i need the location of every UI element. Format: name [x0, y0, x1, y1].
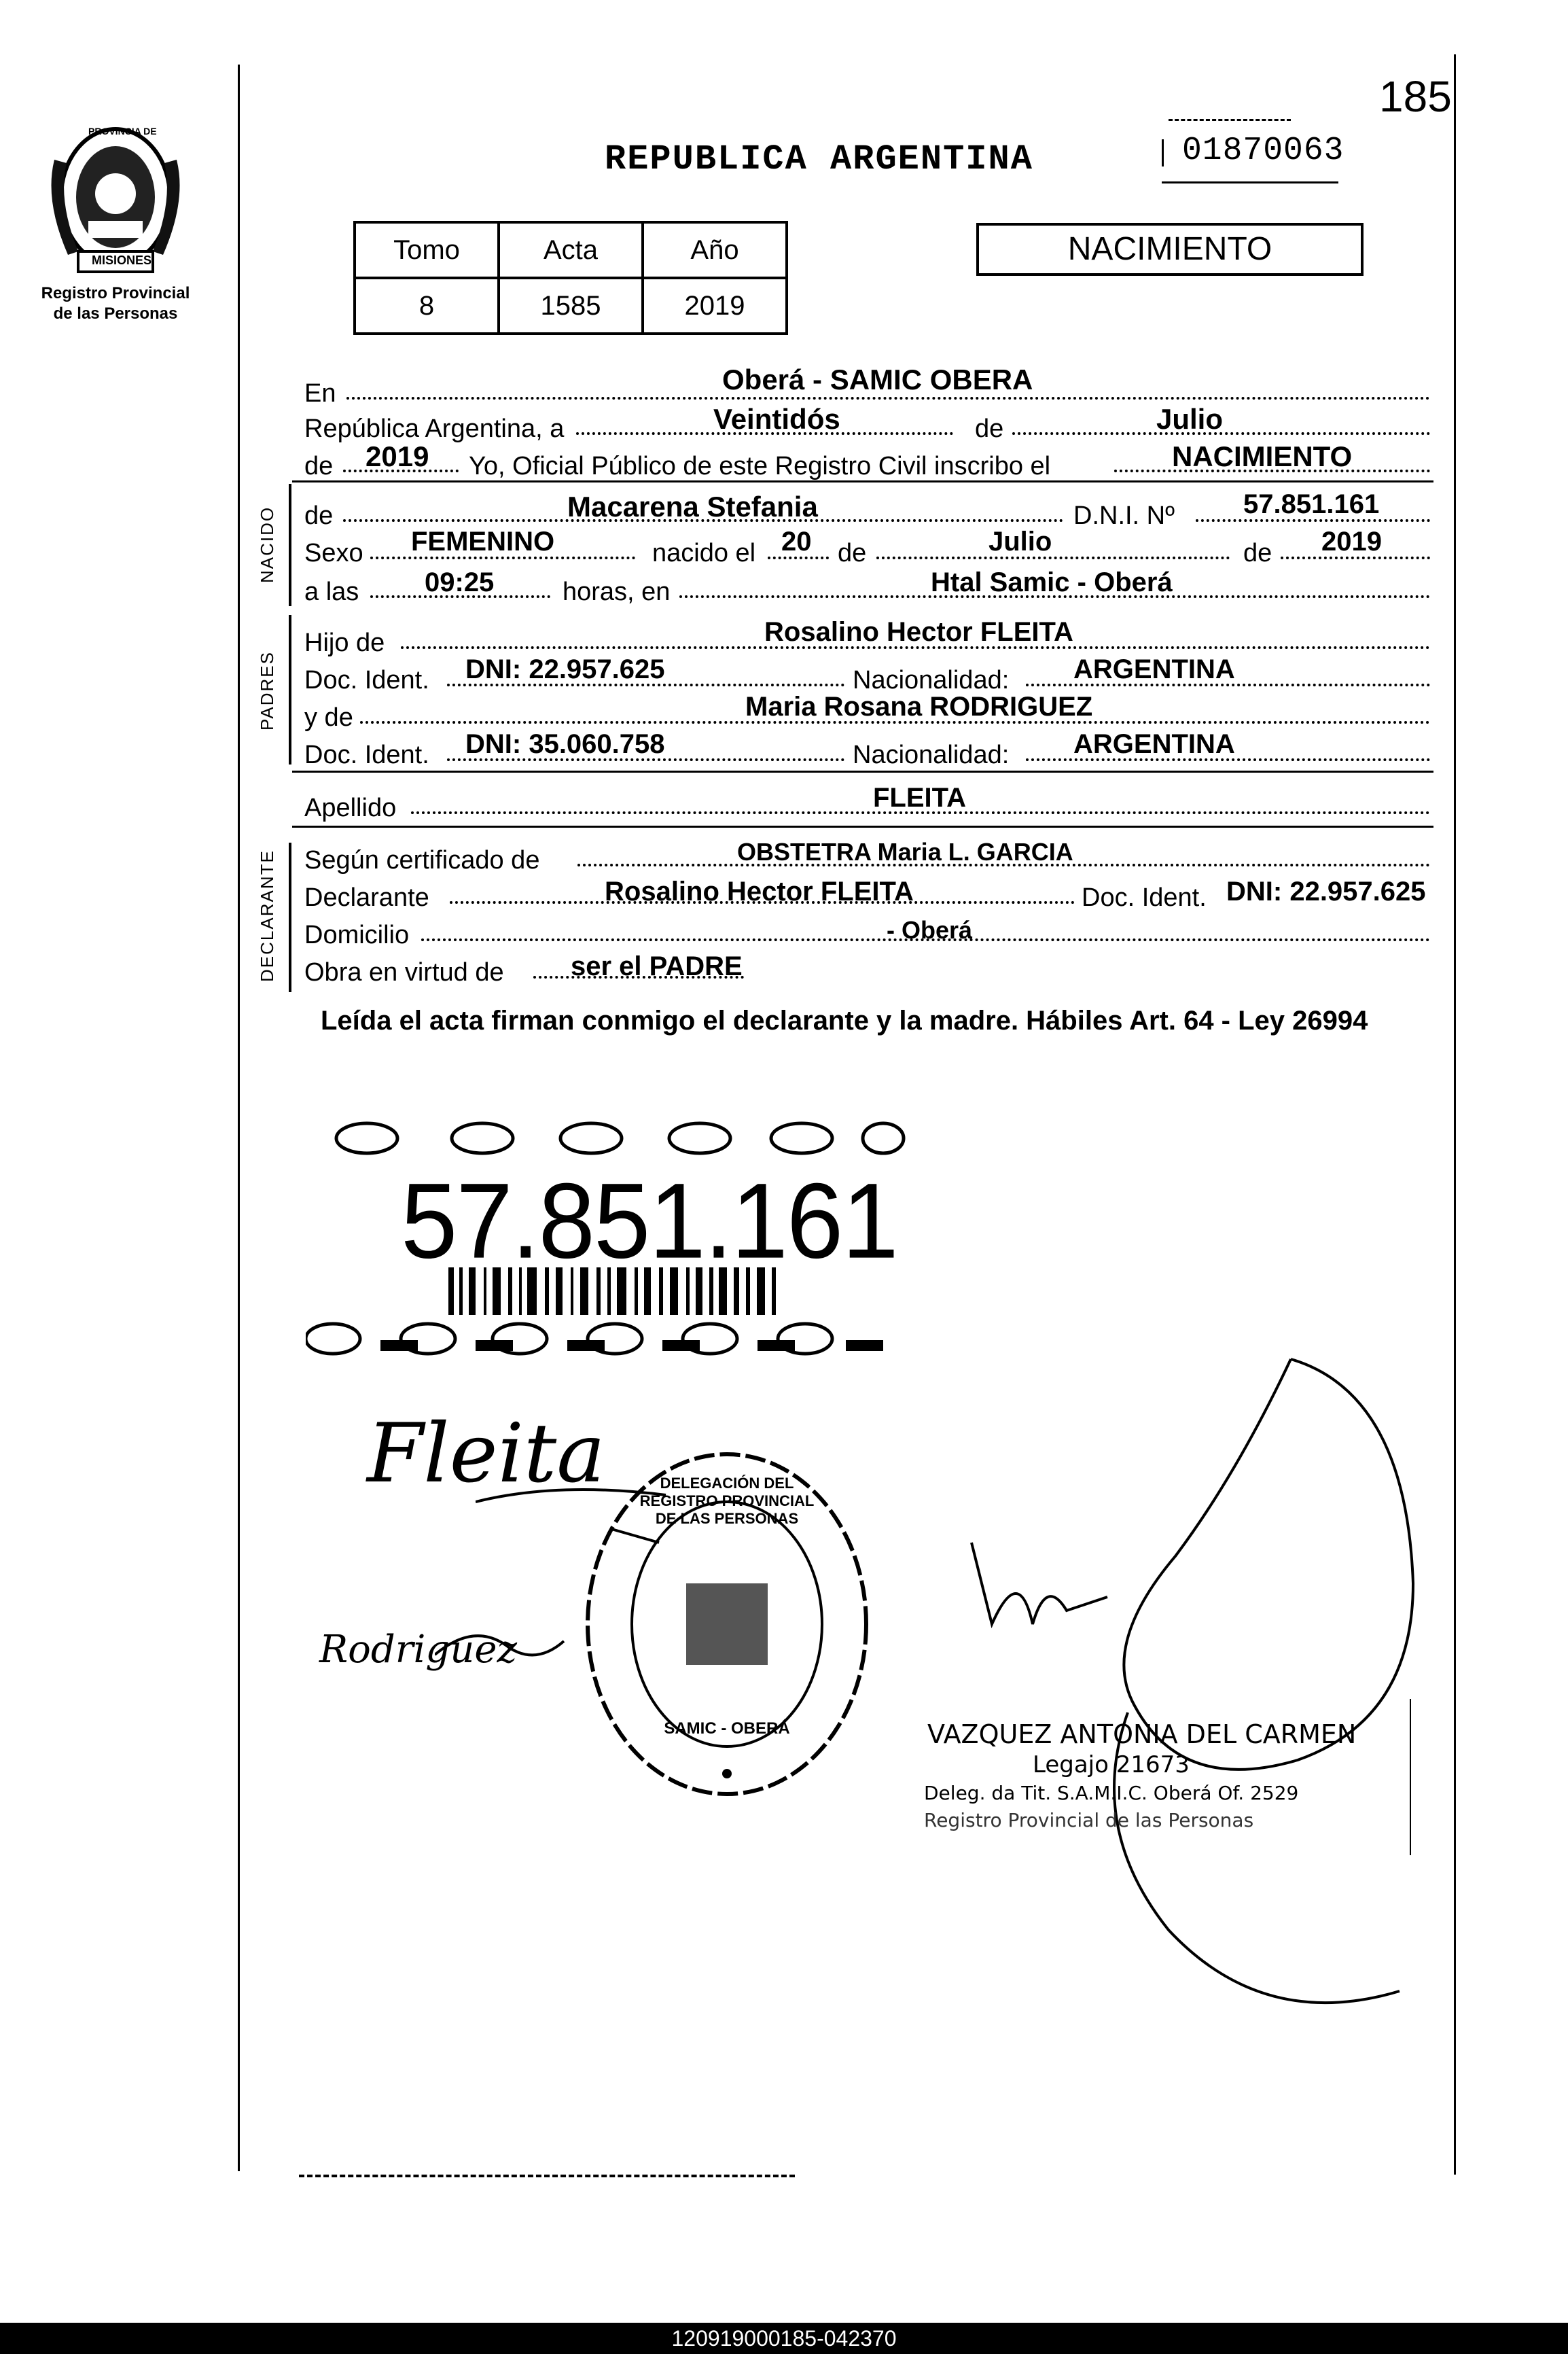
- footer-code: 120919000185-042370: [671, 2326, 897, 2351]
- province-seal-logo: [41, 119, 190, 282]
- official-signature: [910, 1352, 1427, 2032]
- label-de-dia: de: [838, 539, 867, 567]
- label-de-anio: de: [304, 452, 334, 480]
- value-padre: Rosalino Hector FLEITA: [764, 617, 1073, 647]
- label-doc-ident1: Doc. Ident.: [304, 666, 429, 695]
- label-en: En: [304, 379, 336, 408]
- table-value-anio: 2019: [643, 278, 787, 334]
- table-value-tomo: 8: [355, 278, 499, 334]
- dni-sticker: [306, 1108, 910, 1366]
- table-header-acta: Acta: [499, 222, 643, 278]
- label-y-de: y de: [304, 703, 353, 732]
- sidebar: [289, 843, 291, 992]
- label-domicilio: Domicilio: [304, 921, 410, 949]
- tomo-acta-anio-table: [353, 221, 788, 335]
- label-doc-ident2: Doc. Ident.: [304, 741, 429, 769]
- side-label-declarante: DECLARANTE: [257, 849, 277, 982]
- value-hora: 09:25: [425, 567, 495, 597]
- legal-note: [321, 1004, 1421, 1037]
- value-madre-doc: DNI: 35.060.758: [465, 729, 665, 759]
- signature-rodriguez: Rodriguez: [319, 1628, 517, 1672]
- stamp-inner-text: SAMIC - OBERÁ: [664, 1719, 790, 1738]
- dotline: [876, 557, 1230, 559]
- value-madre: Maria Rosana RODRIGUEZ: [745, 692, 1093, 722]
- hrule: [292, 480, 1433, 482]
- value-lugar-nac: Htal Samic - Oberá: [931, 567, 1173, 597]
- hrule: [292, 826, 1433, 828]
- logo-text-top: PROVINCIA DE: [88, 126, 157, 137]
- label-declarante: Declarante: [304, 883, 429, 912]
- value-obra: ser el PADRE: [571, 951, 743, 981]
- side-label-nacido: NACIDO: [257, 506, 277, 583]
- signature-fleita: Fleita: [367, 1407, 605, 1501]
- record-type-box: [976, 223, 1364, 276]
- label-yo-oficial: Yo, Oficial Público de este Registro Civil inscribo el: [469, 452, 1051, 480]
- stamp-ring-text: DELEGACIÓN DEL REGISTRO PROVINCIAL DE LAS PERSONAS: [639, 1475, 815, 1527]
- value-madre-nac: ARGENTINA: [1073, 729, 1235, 759]
- sidebar: [289, 615, 291, 765]
- record-type-label: NACIMIENTO: [1067, 231, 1272, 267]
- page-title: REPUBLICA ARGENTINA: [605, 139, 1033, 179]
- value-padre-doc: DNI: 22.957.625: [465, 654, 665, 684]
- right-margin-rule: [1454, 54, 1456, 2175]
- bottom-dashed-line: [299, 2175, 795, 2177]
- dni-sticker-number: 57.851.161: [401, 1160, 897, 1281]
- value-domicilio: - Oberá: [887, 916, 973, 944]
- value-padre-nac: ARGENTINA: [1073, 654, 1235, 684]
- side-label-padres: PADRES: [257, 651, 277, 731]
- label-nacionalidad1: Nacionalidad:: [853, 666, 1010, 695]
- value-dia-nac: 20: [781, 527, 812, 557]
- official-line4: Registro Provincial de las Personas: [924, 1809, 1254, 1831]
- official-name: VAZQUEZ ANTONIA DEL CARMEN: [927, 1719, 1357, 1749]
- left-margin-rule: [238, 65, 240, 2171]
- label-doc-ident3: Doc. Ident.: [1082, 883, 1207, 912]
- logo-text-bottom: MISIONES: [92, 253, 152, 267]
- table-header-tomo: Tomo: [355, 222, 499, 278]
- value-dni: 57.851.161: [1243, 489, 1380, 519]
- logo-caption-2: de las Personas: [53, 304, 178, 323]
- label-segun-cert: Según certificado de: [304, 846, 540, 875]
- label-de-mes: de: [975, 415, 1004, 443]
- value-lugar: Oberá - SAMIC OBERA: [722, 364, 1033, 396]
- value-acto: NACIMIENTO: [1172, 440, 1353, 472]
- page-number: 185: [1379, 72, 1452, 121]
- dotline: [346, 397, 1430, 400]
- value-declarante: Rosalino Hector FLEITA: [605, 877, 914, 907]
- label-nacionalidad2: Nacionalidad:: [853, 741, 1010, 769]
- vrule: [1410, 1699, 1411, 1855]
- value-anio: 2019: [366, 440, 429, 472]
- label-de-anio2: de: [1243, 539, 1272, 567]
- table-value-acta: 1585: [499, 278, 643, 334]
- label-a-las: a las: [304, 578, 359, 606]
- logo-caption-1: Registro Provincial: [41, 284, 190, 302]
- value-certificado: OBSTETRA Maria L. GARCIA: [737, 838, 1073, 866]
- label-nacido-el: nacido el: [652, 539, 756, 567]
- label-dni: D.N.I. Nº: [1073, 502, 1175, 530]
- value-declarante-doc: DNI: 22.957.625: [1226, 877, 1426, 907]
- label-sexo: Sexo: [304, 539, 363, 567]
- value-mes-nac: Julio: [988, 527, 1052, 557]
- label-republica: República Argentina, a: [304, 415, 565, 443]
- table-header-anio: Año: [643, 222, 787, 278]
- serial-number-text: 01870063: [1182, 133, 1344, 169]
- label-apellido: Apellido: [304, 794, 397, 822]
- value-dia-letras: Veintidós: [713, 403, 840, 435]
- official-stamp: [577, 1447, 876, 1801]
- official-line3: Deleg. da Tit. S.A.M.I.C. Oberá Of. 2529: [924, 1782, 1299, 1804]
- label-de-nombre: de: [304, 502, 334, 530]
- value-nombre: Macarena Stefania: [567, 491, 818, 523]
- label-obra-virtud: Obra en virtud de: [304, 958, 504, 987]
- serial-number: [1155, 119, 1344, 187]
- value-sexo: FEMENINO: [411, 527, 555, 557]
- value-mes: Julio: [1156, 403, 1224, 435]
- label-hijo-de: Hijo de: [304, 629, 385, 657]
- value-apellido: FLEITA: [873, 783, 967, 813]
- legal-note-text: Leída el acta firman conmigo el declarante y la madre. Hábiles Art. 64 - Ley 26994: [321, 1006, 1368, 1036]
- hrule: [292, 771, 1433, 773]
- value-anio-nac: 2019: [1321, 527, 1382, 557]
- footer-band: [0, 2323, 1568, 2354]
- label-horas-en: horas, en: [563, 578, 671, 606]
- signature-rodriguez-flourish: [435, 1628, 571, 1668]
- sidebar: [289, 484, 291, 606]
- official-legajo: Legajo 21673: [1033, 1751, 1190, 1778]
